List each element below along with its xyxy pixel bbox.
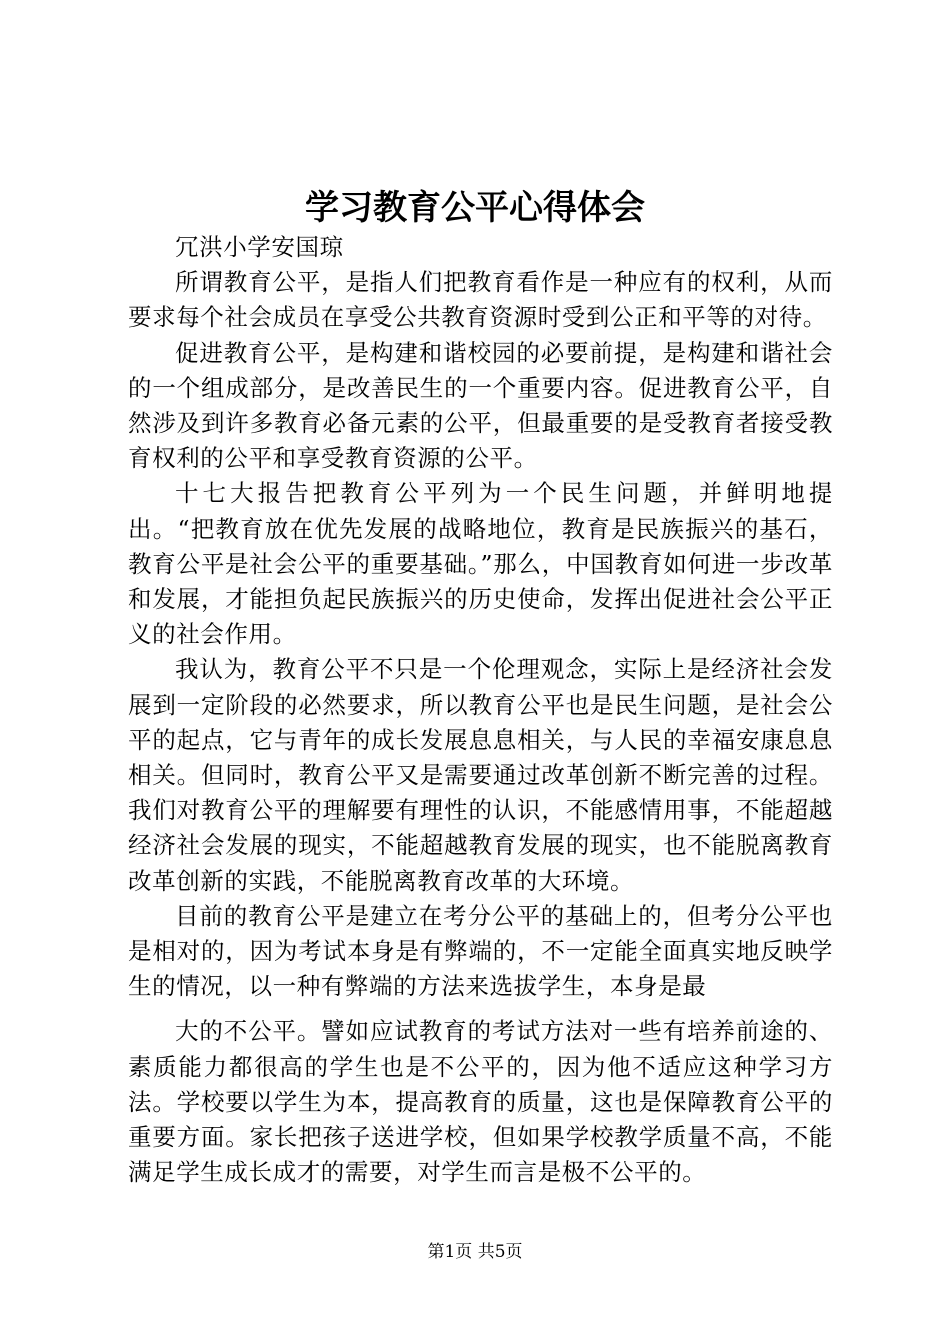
paragraph: 我认为，教育公平不只是一个伦理观念，实际上是经济社会发展到一定阶段的必然要求，所以教育公平也是民生问题，是社会公平的起点，它与青年的成长发展息息相关，与人民的幸福安康息息相关。但同时，教育公平又是需要通过改革创新不断完善的过程。我们对教育公平的理解要有理性的认识，不能感情用事，不能超越经济社会发展的现实，不能超越教育发展的现实，也不能脱离教育改革创新的实践，不能脱离教育改革的大环境。: [128, 655, 833, 895]
document-body: [128, 230, 833, 1190]
paragraph: 促进教育公平，是构建和谐校园的必要前提，是构建和谐社会的一个组成部分，是改善民生的一个重要内容。促进教育公平，自然涉及到许多教育必备元素的公平，但最重要的是受教育者接受教育权利的公平和享受教育资源的公平。: [128, 338, 833, 473]
document-title: 学习教育公平心得体会: [305, 188, 645, 228]
author-line: 冗洪小学安国琼: [175, 233, 344, 261]
paragraph: 十七大报告把教育公平列为一个民生问题，并鲜明地提出。“把教育放在优先发展的战略地位，教育是民族振兴的基石，教育公平是社会公平的重要基础。”那么，中国教育如何进一步改革和发展，才能担负起民族振兴的历史使命，发挥出促进社会公平正义的社会作用。: [128, 479, 833, 649]
paragraph: 目前的教育公平是建立在考分公平的基础上的，但考分公平也是相对的，因为考试本身是有弊端的，不一定能全面真实地反映学生的情况，以一种有弊端的方法来选拔学生，本身是最: [128, 901, 833, 1001]
paragraph: 大的不公平。譬如应试教育的考试方法对一些有培养前途的、素质能力都很高的学生也是不公平的，因为他不适应这种学习方法。学校要以学生为本，提高教育的质量，这也是保障教育公平的重要方面。家长把孩子送进学校，但如果学校教学质量不高，不能满足学生成长成才的需要，对学生而言是极不公平的。: [128, 1017, 833, 1187]
page-footer: 第1页 共5页: [427, 1242, 523, 1262]
paragraph: 所谓教育公平，是指人们把教育看作是一种应有的权利，从而要求每个社会成员在享受公共教育资源时受到公正和平等的对待。: [128, 268, 833, 332]
